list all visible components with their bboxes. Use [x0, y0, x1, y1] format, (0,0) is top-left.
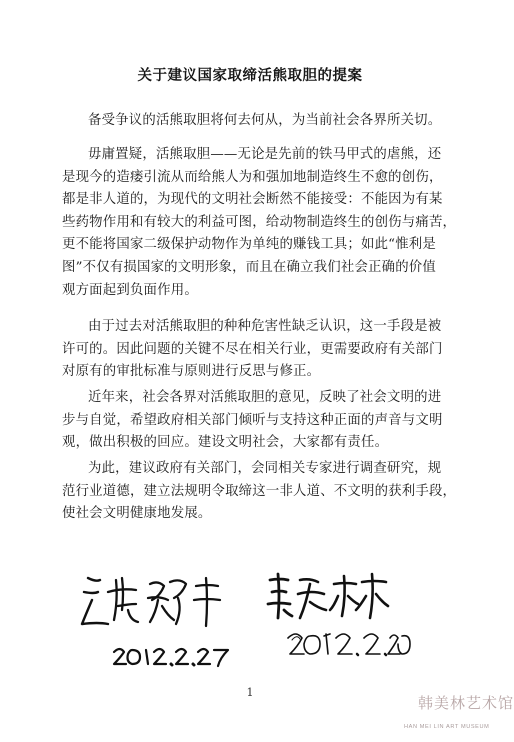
paragraph-4 [62, 387, 443, 455]
paragraph-line: 图”不仅有损国家的文明形象，而且在确立我们社会正确的价值 [62, 259, 436, 275]
paragraph-line: 都是非人道的，为现代的文明社会断然不能接受：不能因为有某 [62, 192, 443, 208]
page-number: 1 [246, 686, 254, 699]
signature-left-date [110, 642, 240, 670]
paragraph-line: 更不能将国家二级保护动物作为单纯的赚钱工具；如此“惟利是 [62, 237, 436, 253]
paragraph-line: 近年来，社会各界对活熊取胆的意见，反映了社会文明的进 [88, 390, 442, 405]
museum-logo [400, 690, 514, 740]
paragraph-line: 是现今的造瘘引流从而给熊人为和强加地制造终生不愈的创伤， [62, 169, 443, 185]
signature-right [262, 570, 392, 625]
paragraph-5 [62, 458, 456, 526]
paragraph-line: 范行业道德，建立法规明令取缔这一非人道、不文明的获利手段， [62, 483, 457, 499]
paragraph-line: 观，做出积极的回应。建设文明社会，大家都有责任。 [62, 435, 389, 451]
signature-left [78, 570, 228, 630]
document-title: 关于建议国家取缔活熊取胆的提案 [137, 67, 363, 84]
paragraph-line: 使社会文明健康地发展。 [62, 506, 212, 522]
paragraph-line: 由于过去对活熊取胆的种种危害性缺乏认识，这一手段是被 [88, 319, 442, 334]
paragraph-1 [88, 110, 441, 133]
paragraph-line: 观方面起到负面作用。 [62, 282, 198, 298]
paragraph-3 [62, 316, 443, 384]
paragraph-line: 毋庸置疑，活熊取胆——无论是先前的铁马甲式的虐熊，还 [88, 147, 442, 162]
signature-right-date [284, 628, 414, 658]
paragraph-line: 备受争议的活熊取胆将何去何从，为当前社会各界所关切。 [88, 113, 442, 128]
museum-logo-english: HAN MEI LIN ART MUSEUM [404, 724, 490, 730]
paragraph-2 [62, 144, 456, 302]
paragraph-line: 对原有的审批标准与原则进行反思与修正。 [62, 364, 321, 380]
paragraph-line: 许可的。因此问题的关键不尽在相关行业，更需要政府有关部门 [62, 341, 443, 357]
paragraph-line: 为此，建议政府有关部门，会同相关专家进行调查研究，规 [88, 461, 442, 476]
paragraph-line: 步与自觉，希望政府相关部门倾听与支持这种正面的声音与文明 [62, 412, 443, 428]
museum-logo-chinese: 韩美林艺术馆 [418, 694, 514, 712]
paragraph-line: 些药物作用和有较大的利益可图，给动物制造终生的创伤与痛苦， [62, 214, 457, 230]
